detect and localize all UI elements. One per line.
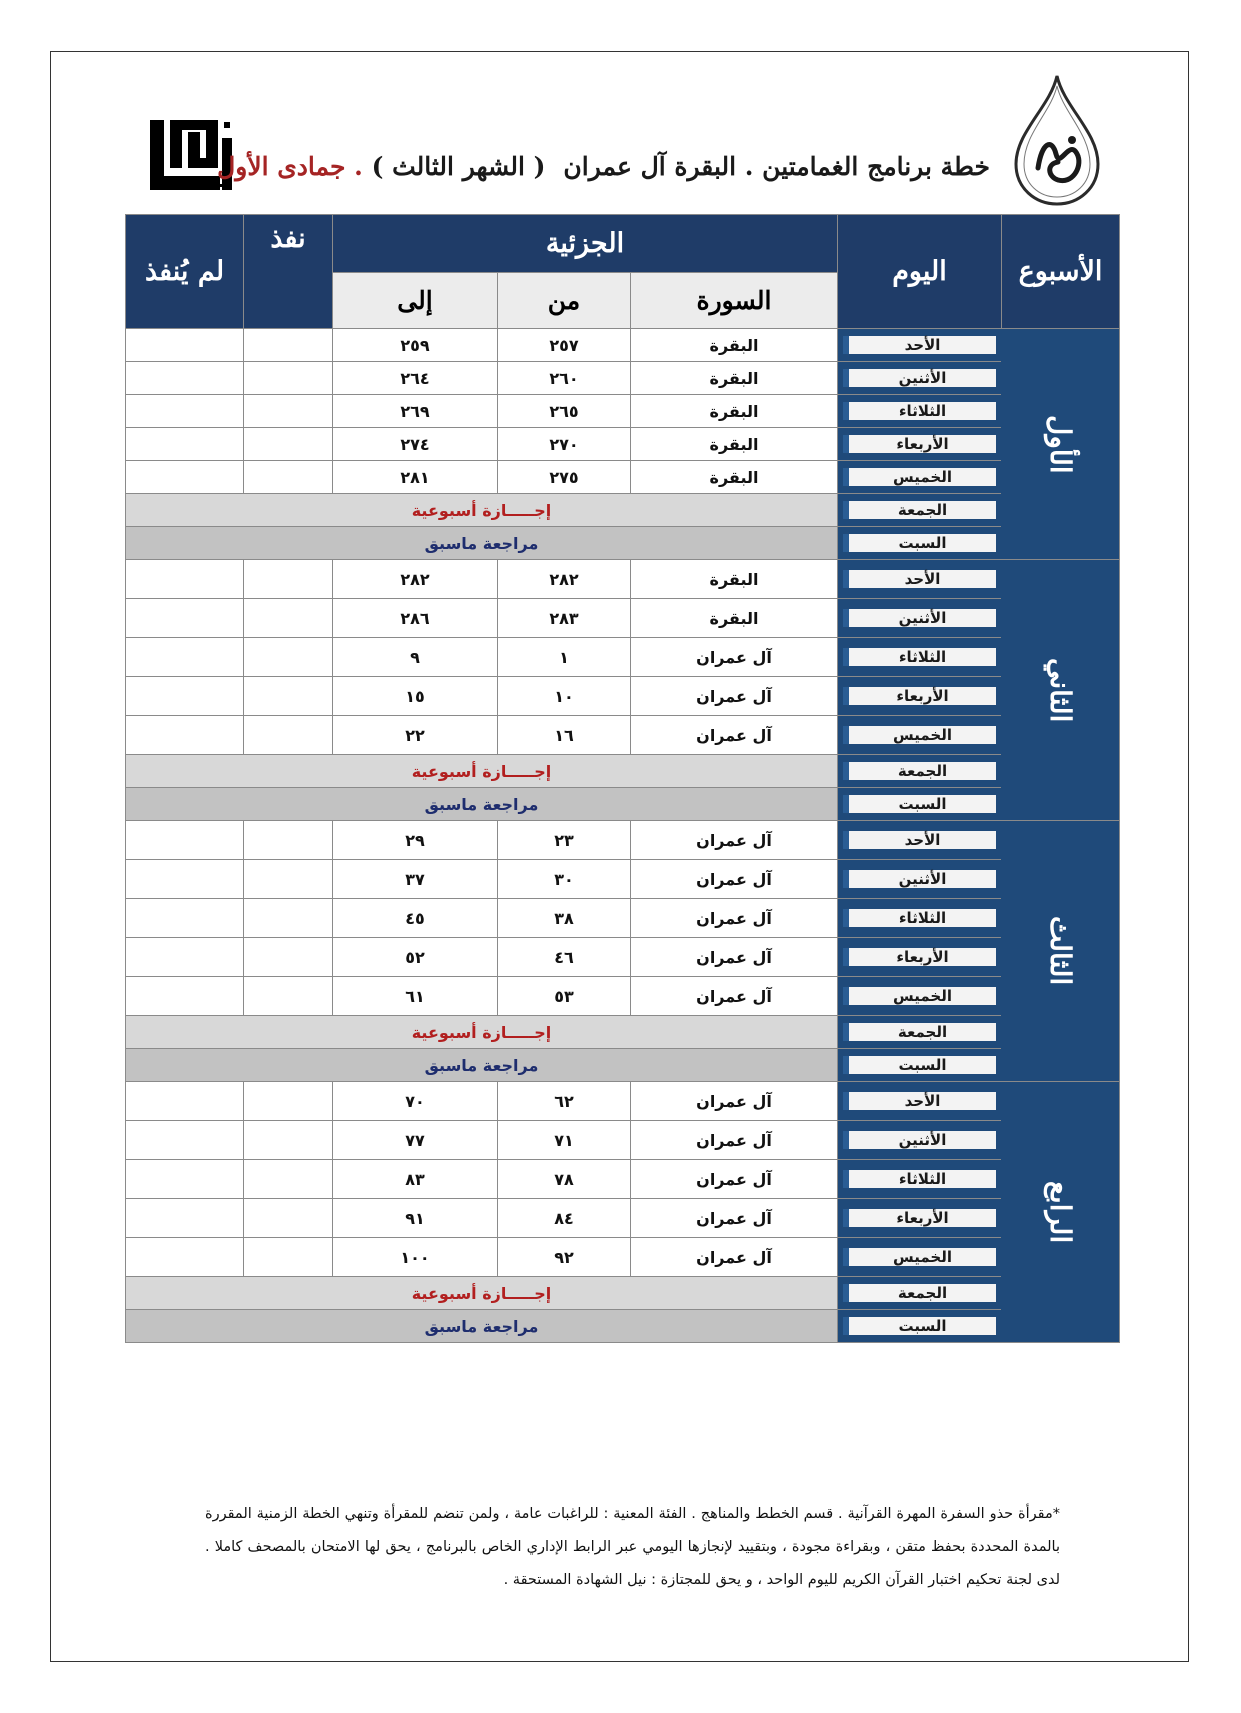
to-cell: ٤٥ xyxy=(333,899,498,938)
from-cell: ٢٧٥ xyxy=(498,461,631,494)
from-cell: ٤٦ xyxy=(498,938,631,977)
day-cell xyxy=(838,599,1002,638)
week-cell xyxy=(1002,560,1120,821)
from-cell: ٣٨ xyxy=(498,899,631,938)
day-cell xyxy=(838,494,1002,527)
day-label: الجمعة xyxy=(843,501,996,519)
holiday-note: إجـــــازة أسبوعية xyxy=(126,1016,838,1049)
week-cell-inner xyxy=(1002,658,1119,722)
to-cell: ٢٥٩ xyxy=(333,329,498,362)
from-cell: ٨٤ xyxy=(498,1199,631,1238)
day-label: الأحد xyxy=(843,336,996,354)
page-title xyxy=(217,152,990,192)
table-row xyxy=(126,560,1120,599)
not-done-checkbox-cell[interactable] xyxy=(126,1160,244,1199)
not-done-checkbox-cell[interactable] xyxy=(126,938,244,977)
day-cell xyxy=(838,788,1002,821)
day-cell xyxy=(838,428,1002,461)
day-cell xyxy=(838,1277,1002,1310)
day-label: الأثنين xyxy=(843,1131,996,1149)
review-note: مراجعة ماسبق xyxy=(126,1310,838,1343)
footnote: *مقرأة حذو السفرة المهرة القرآنية . قسم الخطط والمناهج . الفئة المعنية : للراغبات عامة ، ولمن تنضم للمقرأة وتنهي الخطة الزمنية المقررة بالمدة المحددة بحفظ متقن ، وبقراءة مجودة ، وبتقييد لإنجازها اليومي عبر الرابط الإداري الخاص بالبرنامج ، يحق لها الامتحان بالمصحف كاملا . لدى لجنة تحكيم اختبار القرآن الكريم لليوم الواحد ، و يحق للمجتازة : نيل الشهادة المستحقة . xyxy=(205,1506,1060,1588)
to-cell: ٢٦٤ xyxy=(333,362,498,395)
done-checkbox-cell[interactable] xyxy=(244,677,333,716)
day-label: الخميس xyxy=(843,468,996,486)
day-label: الثلاثاء xyxy=(843,402,996,420)
table-row xyxy=(126,362,1120,395)
not-done-checkbox-cell[interactable] xyxy=(126,362,244,395)
day-label: الثلاثاء xyxy=(843,909,996,927)
from-cell: ٢٨٢ xyxy=(498,560,631,599)
review-row xyxy=(126,1310,1120,1343)
day-cell xyxy=(838,1238,1002,1277)
to-cell: ٧٠ xyxy=(333,1082,498,1121)
table-row xyxy=(126,860,1120,899)
day-cell xyxy=(838,362,1002,395)
day-cell xyxy=(838,860,1002,899)
surah-cell: البقرة xyxy=(631,461,838,494)
done-checkbox-cell[interactable] xyxy=(244,899,333,938)
surah-cell: آل عمران xyxy=(631,716,838,755)
day-label: الأثنين xyxy=(843,609,996,627)
done-checkbox-cell[interactable] xyxy=(244,1238,333,1277)
from-cell: ٣٠ xyxy=(498,860,631,899)
plan-body xyxy=(126,329,1120,1343)
from-cell: ٢٧٠ xyxy=(498,428,631,461)
done-checkbox-cell[interactable] xyxy=(244,362,333,395)
from-cell: ٢٣ xyxy=(498,821,631,860)
table-row xyxy=(126,899,1120,938)
holiday-note: إجـــــازة أسبوعية xyxy=(126,755,838,788)
table-row xyxy=(126,1160,1120,1199)
surah-cell: آل عمران xyxy=(631,1238,838,1277)
surah-cell: آل عمران xyxy=(631,1121,838,1160)
to-cell: ٢٧٤ xyxy=(333,428,498,461)
not-done-checkbox-cell[interactable] xyxy=(126,677,244,716)
header-day: اليوم xyxy=(838,215,1002,329)
not-done-checkbox-cell[interactable] xyxy=(126,1082,244,1121)
plan-table xyxy=(125,214,1120,1343)
table-row xyxy=(126,677,1120,716)
day-cell xyxy=(838,1310,1002,1343)
day-label: الجمعة xyxy=(843,1023,996,1041)
surah-cell: آل عمران xyxy=(631,977,838,1016)
done-checkbox-cell[interactable] xyxy=(244,599,333,638)
from-cell: ٥٣ xyxy=(498,977,631,1016)
holiday-note: إجـــــازة أسبوعية xyxy=(126,1277,838,1310)
table-row xyxy=(126,716,1120,755)
from-cell: ١ xyxy=(498,638,631,677)
not-done-checkbox-cell[interactable] xyxy=(126,1199,244,1238)
not-done-checkbox-cell[interactable] xyxy=(126,860,244,899)
day-label: الأحد xyxy=(843,1092,996,1110)
holiday-row xyxy=(126,1016,1120,1049)
week-cell xyxy=(1002,329,1120,560)
day-label: الأربعاء xyxy=(843,687,996,705)
day-label: الثلاثاء xyxy=(843,1170,996,1188)
table-row xyxy=(126,1082,1120,1121)
day-cell xyxy=(838,461,1002,494)
table-row xyxy=(126,821,1120,860)
not-done-checkbox-cell[interactable] xyxy=(126,977,244,1016)
to-cell: ١٥ xyxy=(333,677,498,716)
done-checkbox-cell[interactable] xyxy=(244,638,333,677)
not-done-checkbox-cell[interactable] xyxy=(126,395,244,428)
hadhw-logo xyxy=(1012,72,1102,207)
title-main: خطة برنامج الغمامتين . البقرة آل عمران xyxy=(563,152,990,181)
not-done-checkbox-cell[interactable] xyxy=(126,461,244,494)
day-cell xyxy=(838,938,1002,977)
day-label: الأربعاء xyxy=(843,435,996,453)
from-cell: ٢٦٥ xyxy=(498,395,631,428)
header-week: الأسبوع xyxy=(1002,215,1120,329)
not-done-checkbox-cell[interactable] xyxy=(126,1238,244,1277)
not-done-checkbox-cell[interactable] xyxy=(126,899,244,938)
to-cell: ٢٦٩ xyxy=(333,395,498,428)
day-cell xyxy=(838,899,1002,938)
table-row xyxy=(126,1121,1120,1160)
title-month-name: . جمادى الأول xyxy=(217,152,363,181)
not-done-checkbox-cell[interactable] xyxy=(126,821,244,860)
from-cell: ٧١ xyxy=(498,1121,631,1160)
to-cell: ٢٨٦ xyxy=(333,599,498,638)
table-row xyxy=(126,395,1120,428)
day-label: الخميس xyxy=(843,726,996,744)
to-cell: ٨٣ xyxy=(333,1160,498,1199)
week-label: الرابع xyxy=(1044,1180,1077,1244)
surah-cell: البقرة xyxy=(631,329,838,362)
table-row xyxy=(126,1199,1120,1238)
day-cell xyxy=(838,677,1002,716)
week-label: الثاني xyxy=(1044,657,1077,723)
holiday-row xyxy=(126,494,1120,527)
done-checkbox-cell[interactable] xyxy=(244,938,333,977)
to-cell: ٩ xyxy=(333,638,498,677)
day-label: السبت xyxy=(843,1056,996,1074)
from-cell: ١٠ xyxy=(498,677,631,716)
day-label: الخميس xyxy=(843,987,996,1005)
week-label: الأول xyxy=(1044,414,1077,474)
header-surah: السورة xyxy=(631,273,838,329)
surah-cell: آل عمران xyxy=(631,860,838,899)
week-cell xyxy=(1002,1082,1120,1343)
day-cell xyxy=(838,1199,1002,1238)
day-label: الأثنين xyxy=(843,870,996,888)
to-cell: ٢٨٢ xyxy=(333,560,498,599)
day-cell xyxy=(838,821,1002,860)
surah-cell: البقرة xyxy=(631,395,838,428)
review-note: مراجعة ماسبق xyxy=(126,788,838,821)
to-cell: ١٠٠ xyxy=(333,1238,498,1277)
day-label: الأربعاء xyxy=(843,948,996,966)
day-cell xyxy=(838,1016,1002,1049)
done-checkbox-cell[interactable] xyxy=(244,860,333,899)
table-row xyxy=(126,638,1120,677)
review-row xyxy=(126,788,1120,821)
from-cell: ٢٨٣ xyxy=(498,599,631,638)
from-cell: ١٦ xyxy=(498,716,631,755)
not-done-checkbox-cell[interactable] xyxy=(126,428,244,461)
not-done-checkbox-cell[interactable] xyxy=(126,329,244,362)
holiday-note: إجـــــازة أسبوعية xyxy=(126,494,838,527)
done-checkbox-cell[interactable] xyxy=(244,1199,333,1238)
not-done-checkbox-cell[interactable] xyxy=(126,1121,244,1160)
day-label: السبت xyxy=(843,795,996,813)
done-checkbox-cell[interactable] xyxy=(244,560,333,599)
table-row xyxy=(126,938,1120,977)
week-cell-inner xyxy=(1002,415,1119,474)
day-label: الأحد xyxy=(843,570,996,588)
table-row xyxy=(126,1238,1120,1277)
header-to: إلى xyxy=(333,273,498,329)
day-cell xyxy=(838,716,1002,755)
day-label: السبت xyxy=(843,1317,996,1335)
day-label: الخميس xyxy=(843,1248,996,1266)
holiday-row xyxy=(126,755,1120,788)
review-row xyxy=(126,1049,1120,1082)
surah-cell: البقرة xyxy=(631,599,838,638)
day-cell xyxy=(838,560,1002,599)
day-cell xyxy=(838,977,1002,1016)
title-month-label: ( الشهر الثالث ) xyxy=(371,152,546,181)
table-row xyxy=(126,461,1120,494)
not-done-checkbox-cell[interactable] xyxy=(126,638,244,677)
surah-cell: آل عمران xyxy=(631,821,838,860)
from-cell: ٧٨ xyxy=(498,1160,631,1199)
holiday-row xyxy=(126,1277,1120,1310)
day-label: الجمعة xyxy=(843,1284,996,1302)
to-cell: ٣٧ xyxy=(333,860,498,899)
review-row xyxy=(126,527,1120,560)
done-checkbox-cell[interactable] xyxy=(244,977,333,1016)
surah-cell: البقرة xyxy=(631,362,838,395)
day-cell xyxy=(838,329,1002,362)
to-cell: ٢٩ xyxy=(333,821,498,860)
done-checkbox-cell[interactable] xyxy=(244,716,333,755)
surah-cell: آل عمران xyxy=(631,638,838,677)
done-checkbox-cell[interactable] xyxy=(244,395,333,428)
not-done-checkbox-cell[interactable] xyxy=(126,716,244,755)
surah-cell: آل عمران xyxy=(631,899,838,938)
done-checkbox-cell[interactable] xyxy=(244,1160,333,1199)
header-portion: الجزئية xyxy=(333,215,838,273)
week-cell-inner xyxy=(1002,916,1119,985)
table-row xyxy=(126,428,1120,461)
done-checkbox-cell[interactable] xyxy=(244,1082,333,1121)
from-cell: ٢٥٧ xyxy=(498,329,631,362)
day-cell xyxy=(838,395,1002,428)
from-cell: ٢٦٠ xyxy=(498,362,631,395)
to-cell: ٩١ xyxy=(333,1199,498,1238)
surah-cell: البقرة xyxy=(631,428,838,461)
table-row xyxy=(126,977,1120,1016)
day-label: السبت xyxy=(843,534,996,552)
table-row xyxy=(126,599,1120,638)
week-cell-inner xyxy=(1002,1181,1119,1243)
to-cell: ٦١ xyxy=(333,977,498,1016)
header-not-done: لم يُنفذ xyxy=(126,215,244,329)
week-label: الثالث xyxy=(1044,916,1077,986)
day-label: الأحد xyxy=(843,831,996,849)
week-cell xyxy=(1002,821,1120,1082)
done-checkbox-cell[interactable] xyxy=(244,329,333,362)
day-cell xyxy=(838,755,1002,788)
day-cell xyxy=(838,1160,1002,1199)
review-note: مراجعة ماسبق xyxy=(126,527,838,560)
surah-cell: آل عمران xyxy=(631,1082,838,1121)
from-cell: ٩٢ xyxy=(498,1238,631,1277)
surah-cell: آل عمران xyxy=(631,1199,838,1238)
day-label: الأربعاء xyxy=(843,1209,996,1227)
day-cell xyxy=(838,527,1002,560)
surah-cell: آل عمران xyxy=(631,677,838,716)
from-cell: ٦٢ xyxy=(498,1082,631,1121)
surah-cell: آل عمران xyxy=(631,1160,838,1199)
header-from: من xyxy=(498,273,631,329)
header-done: نفذ xyxy=(244,215,333,329)
day-label: الجمعة xyxy=(843,762,996,780)
surah-cell: آل عمران xyxy=(631,938,838,977)
to-cell: ٢٨١ xyxy=(333,461,498,494)
not-done-checkbox-cell[interactable] xyxy=(126,560,244,599)
day-cell xyxy=(838,1082,1002,1121)
table-row xyxy=(126,329,1120,362)
day-cell xyxy=(838,1121,1002,1160)
to-cell: ٥٢ xyxy=(333,938,498,977)
to-cell: ٢٢ xyxy=(333,716,498,755)
done-checkbox-cell[interactable] xyxy=(244,1121,333,1160)
day-label: الأثنين xyxy=(843,369,996,387)
surah-cell: البقرة xyxy=(631,560,838,599)
day-label: الثلاثاء xyxy=(843,648,996,666)
done-checkbox-cell[interactable] xyxy=(244,821,333,860)
review-note: مراجعة ماسبق xyxy=(126,1049,838,1082)
day-cell xyxy=(838,638,1002,677)
not-done-checkbox-cell[interactable] xyxy=(126,599,244,638)
done-checkbox-cell[interactable] xyxy=(244,428,333,461)
done-checkbox-cell[interactable] xyxy=(244,461,333,494)
day-cell xyxy=(838,1049,1002,1082)
to-cell: ٧٧ xyxy=(333,1121,498,1160)
